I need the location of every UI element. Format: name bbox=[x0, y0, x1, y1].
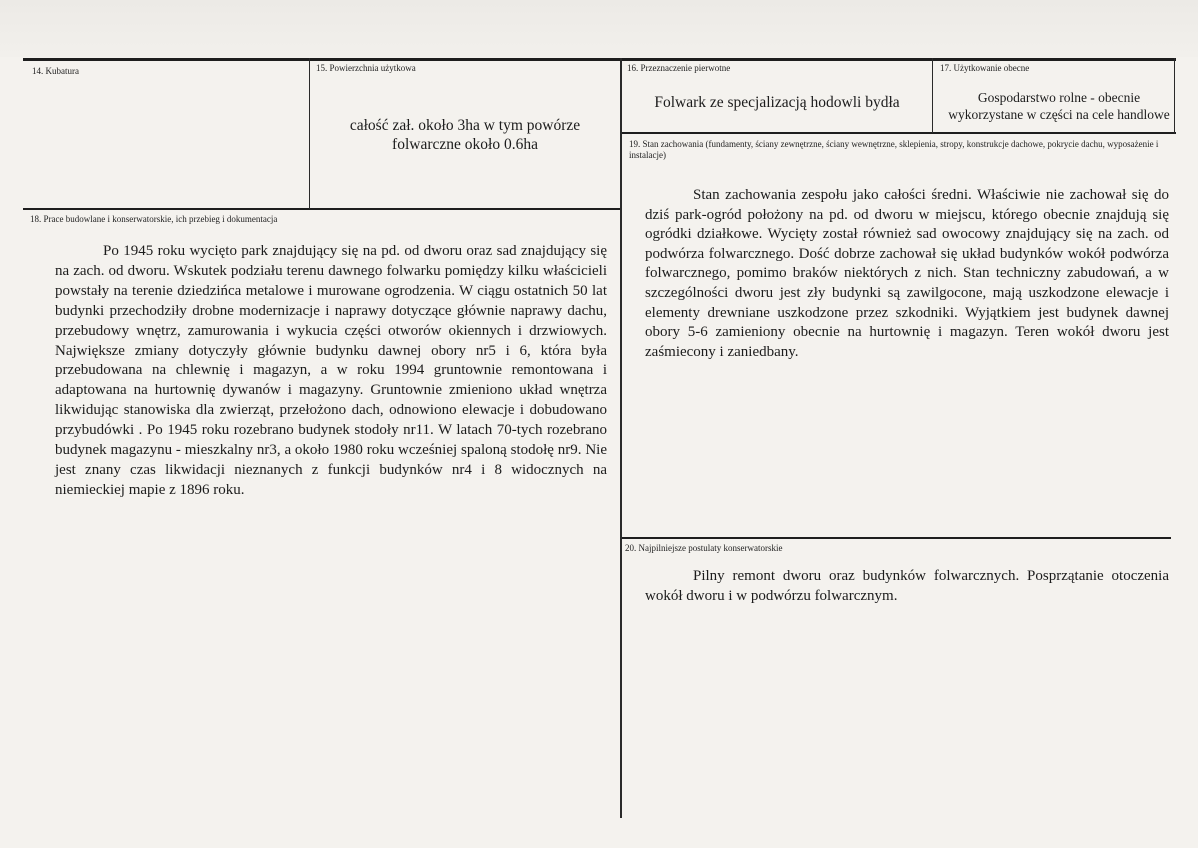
field-15-value: całość zał. około 3ha w tym powórze folwarczne około 0.6ha bbox=[349, 117, 581, 153]
field-18-label: 18. Prace budowlane i konserwatorskie, ich przebieg i dokumentacja bbox=[30, 214, 278, 224]
field-15-label: 15. Powierzchnia użytkowa bbox=[316, 63, 416, 73]
form-top-border bbox=[23, 58, 1176, 61]
field-14-label: 14. Kubatura bbox=[32, 66, 79, 76]
field-17-value: Gospodarstwo rolne - obecnie wykorzystane w części na cele handlowe bbox=[948, 90, 1170, 122]
divider-kubatura bbox=[309, 58, 310, 209]
field-19-value: Stan zachowania zespołu jako całości średni. Właściwie nie zachował się do dziś park-ogród położony na pd. od dworu w miejscu, którego obecnie znajdują się ogródki działkowe. Wycięty został również sad owocowy znajdujący się na zach. od podwórza folwarcznego. Dość dobrze zachował się układ budynków wokół podwórza folwarcznego, pomimo braków niektórych z nich. Stan techniczny zabudowań, a w szczególności dworu jest zły budynki są zawilgocone, mają uszkodzone elewacje i elementy drewniane uszkodzone przez szkodniki. Wyjątkiem jest budynek dawnej obory 5-6 zamieniony obecnie na hurtownię i magazyn. Teren wokół dworu jest zaśmiecony i zaniedbany. bbox=[645, 187, 1169, 360]
field-20-label: 20. Najpilniejsze postulaty konserwatorskie bbox=[625, 543, 783, 553]
field-16-label: 16. Przeznaczenie pierwotne bbox=[627, 63, 731, 73]
separator-field-20 bbox=[622, 537, 1171, 539]
divider-uzytkowanie bbox=[932, 58, 933, 133]
separator-field-18 bbox=[23, 208, 620, 210]
divider-center bbox=[620, 58, 622, 818]
field-20-value: Pilny remont dworu oraz budynków folwarcznych. Posprzątanie otoczenia wokół dworu i w podwórzu folwarcznym. bbox=[645, 568, 1169, 604]
separator-field-19 bbox=[622, 132, 1176, 134]
field-19-label: 19. Stan zachowania (fundamenty, ściany zewnętrzne, ściany wewnętrzne, sklepienia, stropy, konstrukcje dachowe, pokrycie dachu, wyposażenie i instalacje) bbox=[629, 139, 1159, 160]
divider-right-edge bbox=[1174, 58, 1175, 134]
field-16-value: Folwark ze specjalizacją hodowli bydła bbox=[654, 94, 900, 111]
field-17-label: 17. Użytkowanie obecne bbox=[940, 63, 1030, 73]
field-18-value: Po 1945 roku wycięto park znajdujący się na pd. od dworu oraz sad znajdujący się na zach. od dworu. Wskutek podziału terenu dawnego folwarku pomiędzy kilku właścicieli powstały na terenie dziedzińca metalowe i murowane ogrodzenia. W ciągu ostatnich 50 lat budynki przechodziły drobne modernizacje i naprawy dotyczące głównie naprawy dachu, przebudowy wnętrz, zamurowania i wykucia części otworów okiennych i drzwiowych. Największe zmiany dotyczyły głównie budynku dawnej obory nr5 i 6, która była przebudowana na chlewnię i magazyn, a w roku 1994 gruntownie remontowana i adaptowana na hurtownię dywanów i magazyny. Gruntownie zmieniono układ wnętrza likwidując stanowiska dla zwierząt, przełożono dach, odnowiono elewacje i dobudowano przybudówki . Po 1945 roku rozebrano budynek stodoły nr11. W latach 70-tych rozebrano budynek magazynu - mieszkalny nr3, a około 1980 roku wcześniej spaloną stodołę nr9. Nie jest znany czas likwidacji nieznanych z funkcji budynków nr4 i 8 widocznych na niemieckiej mapie z 1896 roku. bbox=[55, 243, 607, 498]
scan-top-strip bbox=[0, 0, 1198, 57]
